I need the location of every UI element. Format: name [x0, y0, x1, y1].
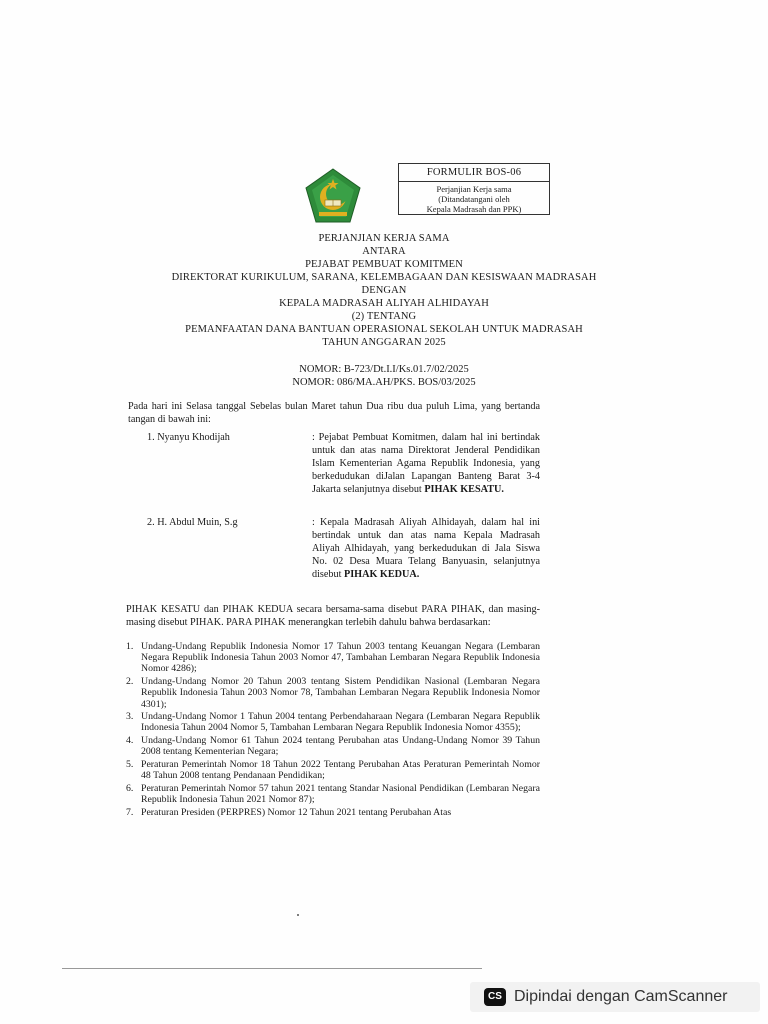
parties-paragraph: PIHAK KESATU dan PIHAK KEDUA secara bersama-sama disebut PARA PIHAK, dan masing-masing disebut PIHAK. PARA PIHAK menerangkan terlebih dahulu bahwa berdasarkan:: [126, 604, 540, 628]
list-item-number: 2.: [126, 676, 134, 688]
watermark-text: Dipindai dengan CamScanner: [514, 988, 728, 1005]
title-line: (2) TENTANG: [351, 311, 417, 322]
party-1-name: 1. Nyanyu Khodijah: [147, 432, 230, 443]
party-1-text: : Pejabat Pembuat Komitmen, dalam hal ini bertindak untuk dan atas nama Direktorat Jenderal Pendidikan Islam Kementerian Agama Republik Indonesia, yang berkedudukan diJalan Lapangan Banteng Barat 3-4 Jakarta selanjutnya disebut: [312, 432, 540, 495]
list-item-number: 6.: [126, 782, 134, 794]
document-number: NOMOR: 086/MA.AH/PKS. BOS/03/2025: [292, 377, 476, 388]
list-item: [126, 641, 540, 675]
title-line: PEMANFAATAN DANA BANTUAN OPERASIONAL SEKOLAH UNTUK MADRASAH: [185, 324, 583, 335]
list-item: [126, 676, 540, 710]
title-line: PERJANJIAN KERJA SAMA: [318, 233, 450, 244]
form-code-box: [398, 163, 550, 215]
document-number: NOMOR: B-723/Dt.I.I/Ks.01.7/02/2025: [299, 364, 469, 375]
scan-speck: [297, 914, 299, 916]
intro-paragraph: Pada hari ini Selasa tanggal Sebelas bulan Maret tahun Dua ribu dua puluh Lima, yang bertanda tangan di bawah ini:: [128, 401, 540, 425]
list-item: [126, 759, 540, 781]
document-numbers: [100, 363, 668, 389]
list-item-number: 4.: [126, 735, 134, 747]
list-item-text: Peraturan Pemerintah Nomor 57 tahun 2021 tentang Standar Nasional Pendidikan (Lembaran Negara Republik Indonesia Tahun 2021 Nomor 87);: [141, 782, 540, 806]
form-code-line: (Ditandatangani oleh: [438, 194, 510, 204]
list-item-text: Undang-Undang Nomor 61 Tahun 2024 tentang Perubahan atas Undang-Undang Nomor 39 Tahun 2008 tentang Kementerian Negara;: [141, 735, 540, 758]
party-2-description: [312, 516, 540, 581]
list-item-text: Undang-Undang Republik Indonesia Nomor 17 Tahun 2003 tentang Keuangan Negara (Lembaran Negara Republik Indonesia Tahun 2003 Nomor 47, Tambahan Lembaran Negara Republik Indonesia Nomor 4286);: [141, 641, 540, 675]
title-line: DENGAN: [361, 285, 407, 296]
list-item: [126, 711, 540, 733]
list-item-text: Undang-Undang Nomor 20 Tahun 2003 tentang Sistem Pendidikan Nasional (Lembaran Negara Republik Indonesia Tahun 2003 Nomor 78, Tambahan Lembaran Negara Republik Indonesia Nomor 4301);: [141, 676, 540, 710]
title-line: ANTARA: [362, 246, 406, 257]
list-item-number: 3.: [126, 711, 134, 723]
camscanner-watermark: [470, 982, 760, 1012]
title-line: PEJABAT PEMBUAT KOMITMEN: [305, 259, 463, 270]
camscanner-logo-icon: CS: [484, 988, 506, 1006]
list-item-text: Undang-Undang Nomor 1 Tahun 2004 tentang Perbendaharaan Negara (Lembaran Negara Republik Indonesia Tahun 2004 Nomor 5, Tambahan Lembaran Negara Republik Indonesia Nomor 4355);: [141, 711, 540, 734]
ministry-logo-icon: [303, 167, 363, 225]
party-1-description: [312, 431, 540, 496]
form-code-line: Kepala Madrasah dan PPK): [426, 204, 522, 214]
list-item-text: Peraturan Presiden (PERPRES) Nomor 12 Tahun 2021 tentang Perubahan Atas: [141, 806, 452, 818]
list-item: [126, 807, 540, 818]
title-line: TAHUN ANGGARAN 2025: [322, 337, 446, 348]
form-code-line: Perjanjian Kerja sama: [436, 184, 512, 194]
scan-edge-line: [62, 968, 482, 969]
list-item-text: Peraturan Pemerintah Nomor 18 Tahun 2022 Tentang Perubahan Atas Peraturan Pemerintah Nomor 48 Tahun 2008 tentang Pendanaan Pendidikan;: [141, 759, 540, 782]
list-item-number: 5.: [126, 759, 134, 771]
party-2-name: 2. H. Abdul Muin, S.g: [147, 517, 238, 528]
party-2-text: : Kepala Madrasah Aliyah Alhidayah, dalam hal ini bertindak untuk dan atas nama Kepala Madrasah Aliyah Alhidayah, yang berkedudukan di Jala Siswa No. 02 Desa Muara Telang Banyuasin, selanjutnya disebut: [312, 517, 540, 580]
title-line: DIREKTORAT KURIKULUM, SARANA, KELEMBAGAAN DAN KESISWAAN MADRASAH: [171, 272, 597, 283]
legal-basis-list: [126, 641, 540, 820]
list-item: [126, 735, 540, 757]
agreement-title-block: [100, 232, 668, 349]
party-1-role: PIHAK KESATU.: [424, 484, 504, 495]
form-code-description: [399, 182, 549, 214]
list-item: [126, 783, 540, 805]
list-item-number: 1.: [126, 641, 134, 652]
list-item-number: 7.: [126, 806, 134, 818]
form-code-title: FORMULIR BOS-06: [399, 164, 549, 182]
party-2-role: PIHAK KEDUA.: [343, 569, 420, 580]
title-line: KEPALA MADRASAH ALIYAH ALHIDAYAH: [279, 298, 489, 309]
